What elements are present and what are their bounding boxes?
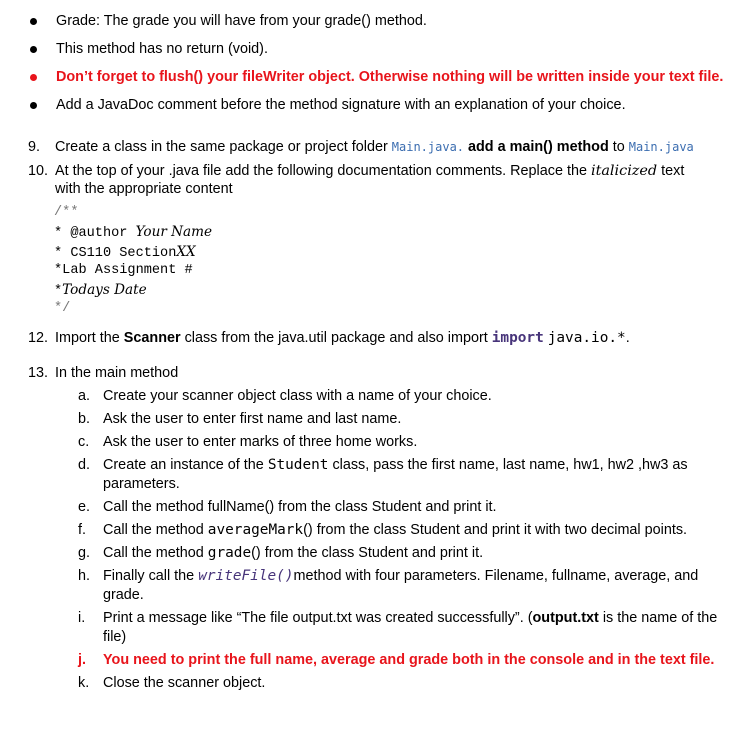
- step-9-main-method: add a main() method: [468, 139, 609, 155]
- step-text: [55, 162, 718, 198]
- bullet-list: [28, 12, 728, 124]
- sub-letter: b.: [78, 411, 91, 427]
- filename-main-java: Main.java.: [391, 140, 465, 154]
- code-import-keyword: import: [491, 330, 544, 346]
- output-filename: output.txt: [532, 610, 599, 626]
- step-number: 9.: [28, 139, 41, 155]
- bullet-text: This method has no return (void).: [56, 41, 268, 57]
- code-date-line: [54, 282, 212, 301]
- sub-text-post: () from the class Student and print it with two decimal points.: [303, 522, 688, 538]
- code-date-italic: Todays Date: [62, 282, 147, 299]
- sub-letter: a.: [78, 388, 91, 404]
- step-9-text-3: to: [612, 139, 625, 155]
- sub-text: Create your scanner object class with a name of your choice.: [103, 388, 492, 404]
- bullet-item-flush-warning: [28, 68, 728, 86]
- main-method-sublist: [78, 387, 718, 697]
- code-section-prefix: * CS110 Section: [54, 245, 177, 261]
- sub-item-i: [78, 609, 718, 647]
- bullet-item-void: [28, 40, 728, 58]
- sub-text-pre: Call the method: [103, 522, 204, 538]
- sub-text-pre: Finally call the: [103, 568, 195, 584]
- sub-text-post: method with four parameters. Filename, fullname, average, and grade.: [103, 568, 699, 603]
- step-number: 12.: [28, 330, 49, 346]
- sub-text-pre: Print a message like “The file output.txt was created successfully”. (: [103, 610, 533, 626]
- bullet-dot-icon: [30, 102, 37, 109]
- sub-item-b: [78, 410, 718, 429]
- code-lab-line: *Lab Assignment #: [54, 262, 193, 278]
- bullet-item-grade: [28, 12, 728, 30]
- sub-text-post: is the name of the file): [103, 610, 718, 645]
- code-open: /**: [54, 205, 79, 220]
- step-number: 10.: [28, 163, 49, 179]
- code-write-file: writeFile(): [198, 568, 294, 584]
- step-9-text-1: Create a class in the same package or project folder: [55, 139, 388, 155]
- code-author-italic: Your Name: [135, 224, 213, 241]
- step-text: [55, 138, 718, 156]
- bullet-dot-icon: [30, 18, 37, 25]
- code-grade: grade: [207, 545, 252, 561]
- sub-item-a: [78, 387, 718, 406]
- sub-letter: h.: [78, 568, 91, 584]
- sub-item-e: [78, 498, 718, 517]
- step-10: [28, 162, 718, 198]
- code-average-mark: averageMark: [207, 522, 304, 538]
- sub-letter: f.: [78, 522, 86, 538]
- sub-item-g: [78, 544, 718, 563]
- step-text: In the main method: [55, 365, 179, 381]
- sub-item-d: [78, 456, 718, 494]
- sub-text: Call the method fullName() from the class Student and print it.: [103, 499, 497, 515]
- step-text: [55, 329, 718, 347]
- code-author-prefix: * @author: [54, 226, 128, 242]
- sub-text: Ask the user to enter first name and last name.: [103, 411, 402, 427]
- bullet-text: Grade: The grade you will have from your grade() method.: [56, 13, 427, 29]
- sub-letter: c.: [78, 434, 90, 450]
- sub-item-j: [78, 651, 718, 670]
- code-import-package: java.io.*: [547, 330, 626, 346]
- step-12-text-2: class from the java.util package and also import: [184, 330, 488, 346]
- step-12: [28, 329, 718, 347]
- sub-text-post: () from the class Student and print it.: [251, 545, 484, 561]
- sub-letter: k.: [78, 675, 90, 691]
- sub-letter: j.: [78, 652, 86, 668]
- step-12-period: .: [625, 330, 630, 346]
- code-date-prefix: *: [54, 284, 63, 300]
- bullet-item-javadoc: [28, 96, 728, 114]
- step-number: 13.: [28, 365, 49, 381]
- code-student: Student: [267, 457, 329, 473]
- code-author-line: [54, 224, 212, 243]
- sub-text-post: class, pass the first name, last name, hw1, hw2 ,hw3 as parameters.: [103, 457, 688, 492]
- step-10-text-1: At the top of your .java file add the following documentation comments. Replace the: [55, 163, 587, 179]
- sub-letter: e.: [78, 499, 91, 515]
- step-13: [28, 364, 718, 382]
- bullet-dot-icon: [30, 46, 37, 53]
- sub-text-pre: Create an instance of the: [103, 457, 264, 473]
- step-10-text-2: text: [661, 163, 685, 179]
- sub-text: Close the scanner object.: [103, 675, 266, 691]
- sub-text-pre: Call the method: [103, 545, 204, 561]
- sub-item-k: [78, 674, 718, 693]
- sub-letter: d.: [78, 457, 91, 473]
- step-10-text-3: with the appropriate content: [55, 181, 233, 197]
- step-9: [28, 138, 718, 156]
- step-12-scanner: Scanner: [123, 330, 181, 346]
- bullet-text: Add a JavaDoc comment before the method signature with an explanation of your choice.: [56, 97, 626, 113]
- bullet-text: Don’t forget to flush() your fileWriter object. Otherwise nothing will be written inside your text file.: [56, 69, 724, 85]
- sub-text: Ask the user to enter marks of three home works.: [103, 434, 418, 450]
- sub-item-h: [78, 567, 718, 605]
- code-section-line: [54, 244, 212, 263]
- bullet-dot-icon: [30, 74, 37, 81]
- code-section-italic: XX: [176, 243, 196, 260]
- javadoc-code-block: [54, 205, 212, 321]
- filename-main-java-2: Main.java: [628, 140, 694, 154]
- sub-letter: g.: [78, 545, 91, 561]
- sub-item-f: [78, 521, 718, 540]
- sub-letter: i.: [78, 610, 86, 626]
- step-12-text-1: Import the: [55, 330, 120, 346]
- sub-item-c: [78, 433, 718, 452]
- code-close: */: [54, 301, 71, 317]
- step-10-italic-word: italicized: [590, 163, 658, 179]
- sub-text: You need to print the full name, average and grade both in the console and in the text file.: [103, 652, 715, 668]
